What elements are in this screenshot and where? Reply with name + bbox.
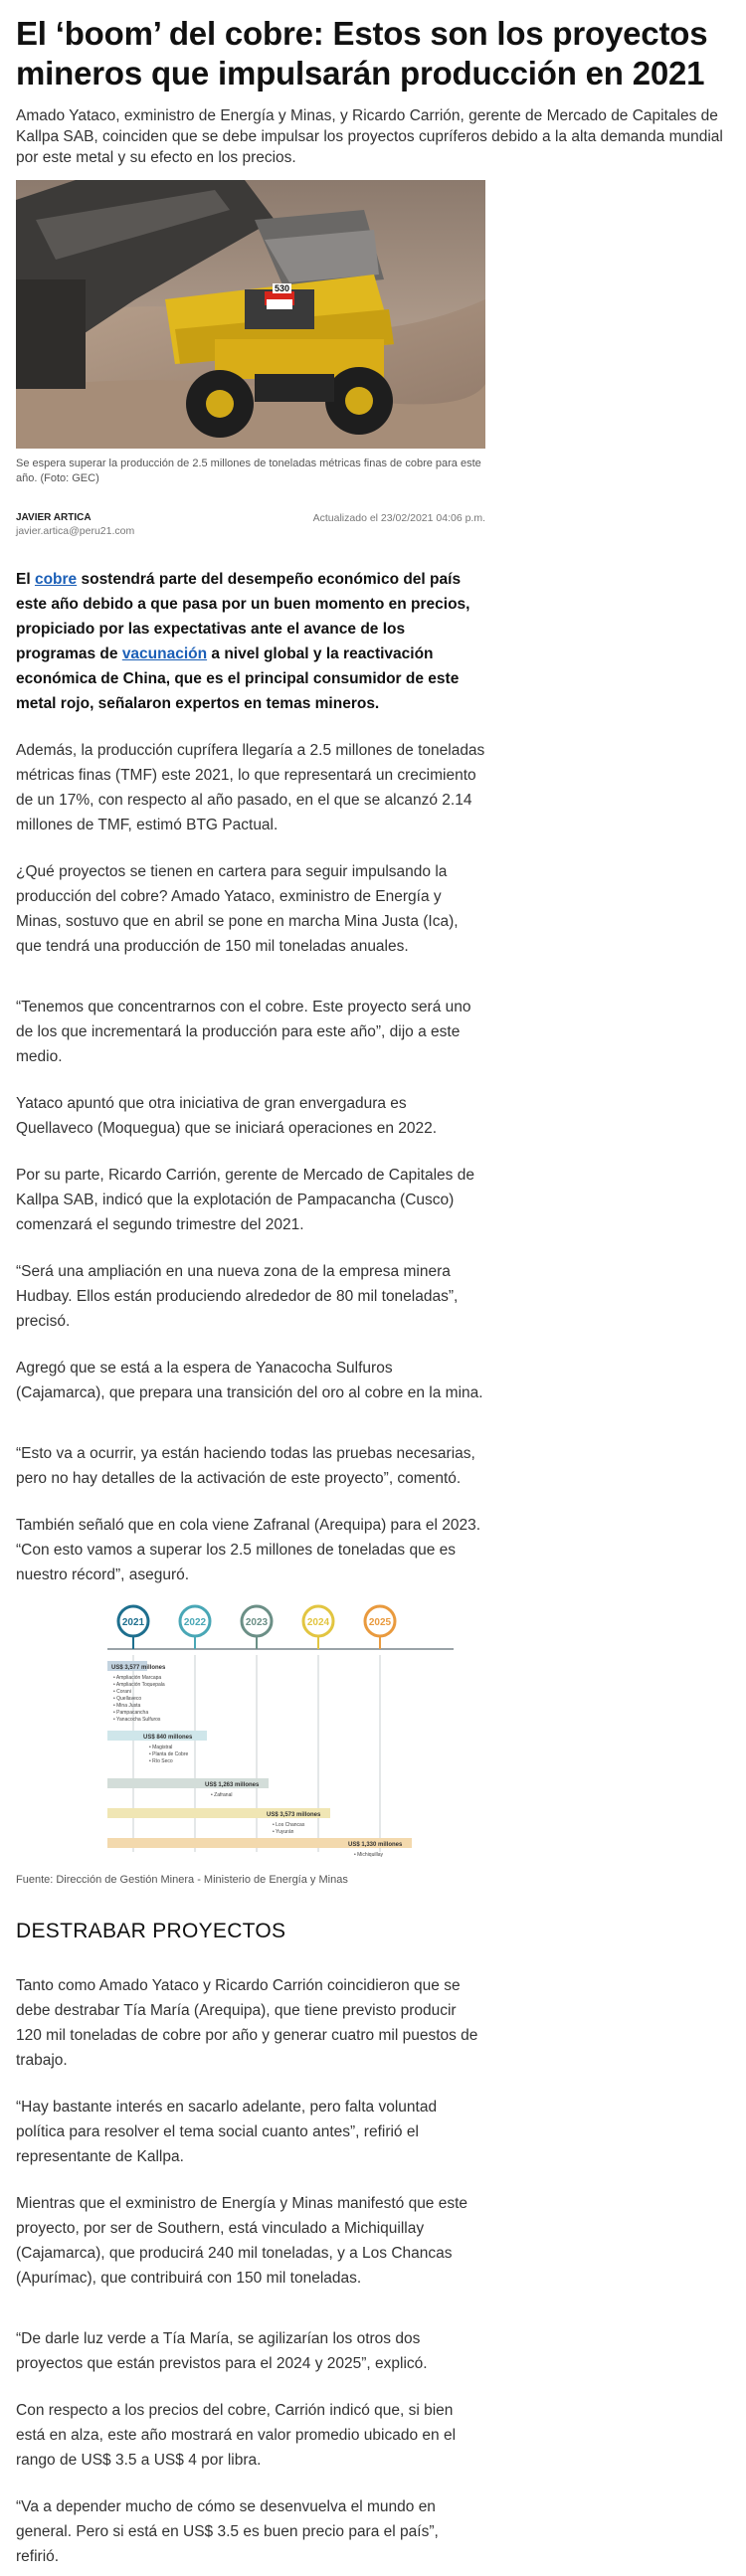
article-body <box>16 567 485 2569</box>
project-name: • Magistral <box>149 1745 173 1750</box>
project-name: • Los Chancas <box>273 1822 305 1828</box>
year-label: 2025 <box>368 1617 392 1628</box>
lead-paragraph <box>16 567 485 716</box>
paragraph: Con respecto a los precios del cobre, Carrión indicó que, si bien está en alza, este año mostrará en valor promedio ubicado en el rango de US$ 3.5 a US$ 4 por libra. <box>16 2402 457 2469</box>
project-name: • Ampliación Marcapa <box>113 1675 162 1681</box>
article-subheadline: Amado Yataco, exministro de Energía y Minas, y Ricardo Carrión, gerente de Mercado de Capitales de Kallpa SAB, coinciden que se debe impulsar los proyectos cupríferos debido a la alta demanda mundial por este metal y su efecto en los precios. <box>16 107 723 166</box>
truck-number: 530 <box>275 283 290 293</box>
copper-link[interactable]: cobre <box>34 571 78 588</box>
paragraph: “Será una ampliación en una nueva zona de la empresa minera Hudbay. Ellos están produciendo alrededor de 80 mil toneladas”, precisó. <box>16 1263 459 1330</box>
bar-amount: US$ 1,330 millones <box>348 1842 403 1848</box>
project-name: • Quellaveco <box>113 1696 142 1702</box>
author-name[interactable]: JAVIER ARTICA <box>16 512 92 523</box>
paragraph: Agregó que se está a la espera de Yanacocha Sulfuros (Cajamarca), que prepara una transición del oro al cobre en la mina. <box>16 1360 483 1401</box>
paragraph: “Va a depender mucho de cómo se desenvuelva el mundo en general. Pero si está en US$ 3.5 es buen precio para el país”, refirió. <box>16 2498 439 2565</box>
author-email[interactable]: javier.artica@peru21.com <box>16 525 135 537</box>
paragraph: “Esto va a ocurrir, ya están haciendo todas las pruebas necesarias, pero no hay detalles de la activación de este proyecto”, comentó. <box>16 1445 475 1487</box>
projects-timeline-infographic <box>16 1603 485 1860</box>
project-name: • Planta de Cobre <box>149 1751 189 1757</box>
hero-image <box>16 180 485 449</box>
paragraph: “Tenemos que concentrarnos con el cobre. Este proyecto será uno de los que incrementará la producción para este año”, dijo a este medio. <box>16 999 471 1065</box>
paragraph: Tanto como Amado Yataco y Ricardo Carrión coincidieron que se debe destrabar Tía María (Arequipa), que tiene previsto producir 120 mil toneladas de cobre por año y generar cuatro mil puestos de trabajo. <box>16 1977 478 2069</box>
paragraph: “De darle luz verde a Tía María, se agilizarían los otros dos proyectos que están previstos para el 2024 y 2025”, explicó. <box>16 2330 428 2372</box>
project-name: • Michiquillay <box>354 1852 383 1858</box>
project-name: • Mina Justa <box>113 1703 141 1709</box>
bar-amount: US$ 3,577 millones <box>111 1665 166 1671</box>
lead-text-1: El <box>16 571 35 588</box>
bar-amount: US$ 1,263 millones <box>205 1782 260 1788</box>
project-name: • Yanacocha Sulfuros <box>113 1717 161 1723</box>
updated-date: Actualizado el 23/02/2021 04:06 p.m. <box>312 512 485 524</box>
year-label: 2024 <box>306 1617 330 1628</box>
paragraph: Además, la producción cuprífera llegaría a 2.5 millones de toneladas métricas finas (TMF) este 2021, lo que representará un crecimiento de un 17%, con respecto al año pasado, en el que se alcanzó 2.14 millones de TMF, estimó BTG Pactual. <box>16 742 485 833</box>
author-block <box>16 512 134 537</box>
bar-amount: US$ 3,573 millones <box>267 1812 321 1818</box>
infographic-source: Fuente: Dirección de Gestión Minera - Ministerio de Energía y Minas <box>16 1874 348 1886</box>
section-title: DESTRABAR PROYECTOS <box>16 1920 286 1942</box>
lead-text-3: a nivel global y la reactivación económica de China, que es el principal consumidor de este metal rojo, señalaron expertos en temas mineros. <box>16 645 460 712</box>
image-caption: Se espera superar la producción de 2.5 millones de toneladas métricas finas de cobre para este año. (Foto: GEC) <box>16 458 481 484</box>
vaccination-link[interactable]: vacunación <box>121 645 208 662</box>
timeline-graphic <box>16 1603 485 1860</box>
project-name: • Corani <box>113 1689 131 1695</box>
article-headline: El ‘boom’ del cobre: Estos son los proyectos mineros que impulsarán producción en 2021 <box>16 15 708 92</box>
year-label: 2021 <box>121 1617 145 1628</box>
paragraph: ¿Qué proyectos se tienen en cartera para seguir impulsando la producción del cobre? Amado Yataco, exministro de Energía y Minas, sostuvo que en abril se pone en marcha Mina Justa (Ica), que tendrá una producción de 150 mil toneladas anuales. <box>16 863 459 955</box>
bar-amount: US$ 840 millones <box>143 1735 193 1741</box>
year-label: 2023 <box>245 1617 269 1628</box>
paragraph: “Hay bastante interés en sacarlo adelante, pero falta voluntad política para resolver el tema social cuanto antes”, refirió el representante de Kallpa. <box>16 2099 438 2165</box>
lead-text-2: sostendrá parte del desempeño económico del país este año debido a que pasa por un buen momento en precios, propiciado por las expectativas ante el avance de los programas de <box>16 571 470 662</box>
year-label: 2022 <box>183 1617 207 1628</box>
paragraph: También señaló que en cola viene Zafranal (Arequipa) para el 2023. “Con esto vamos a superar los 2.5 millones de toneladas que es nuestro récord”, aseguró. <box>16 1517 481 1583</box>
paragraph: Yataco apuntó que otra iniciativa de gran envergadura es Quellaveco (Moquegua) que se iniciará operaciones en 2022. <box>16 1095 438 1137</box>
project-name: • Ampliación Toquepala <box>113 1682 165 1688</box>
byline <box>16 512 485 537</box>
project-name: • Río Seco <box>149 1758 173 1764</box>
paragraph: Por su parte, Ricardo Carrión, gerente de Mercado de Capitales de Kallpa SAB, indicó que la explotación de Pampacancha (Cusco) comenzará el segundo trimestre del 2021. <box>16 1167 474 1233</box>
project-name: • Yuyurán <box>273 1829 294 1835</box>
paragraph: Mientras que el exministro de Energía y Minas manifestó que este proyecto, por ser de Southern, está vinculado a Michiquillay (Cajamarca), que producirá 240 mil toneladas, y a Los Chancas (Apurímac), que contribuirá con 150 mil toneladas. <box>16 2195 468 2287</box>
project-name: • Pampacancha <box>113 1710 149 1716</box>
mining-truck-illustration <box>16 180 485 449</box>
project-name: • Zafranal <box>211 1792 233 1798</box>
